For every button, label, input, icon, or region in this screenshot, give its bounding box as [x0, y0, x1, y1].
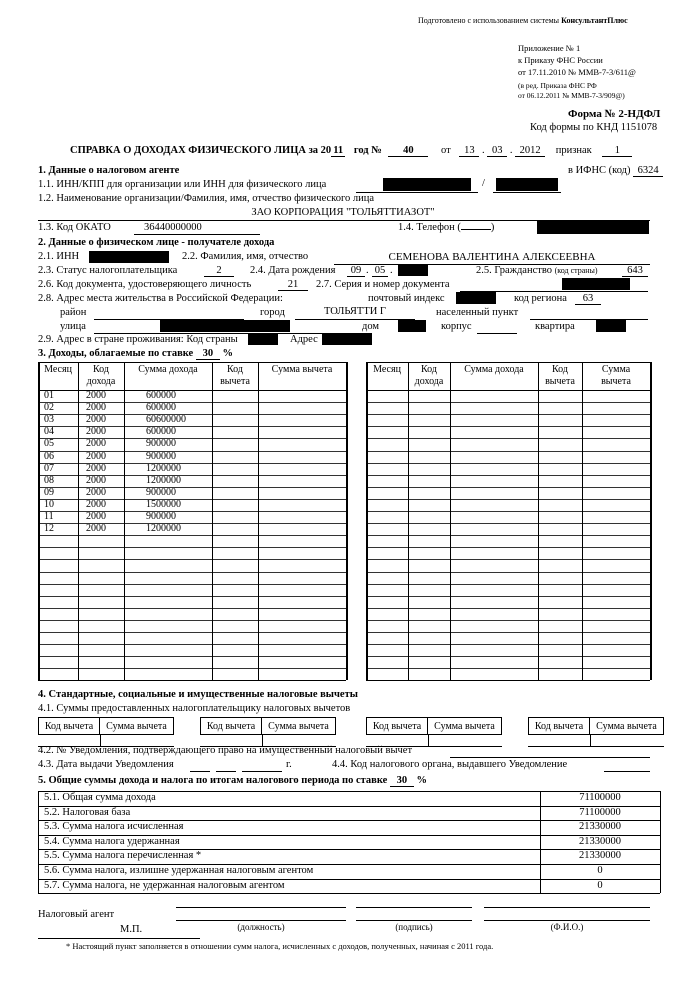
table-border — [38, 680, 346, 681]
table-border — [538, 362, 539, 680]
table-rule — [38, 584, 346, 585]
summary-label: 5.6. Сумма налога, излишне удержанная налоговым агентом — [44, 865, 314, 876]
table-cell: 1200000 — [146, 523, 181, 535]
position-caption: (должность) — [237, 922, 285, 932]
table-rule — [38, 608, 346, 609]
knd-code: Код формы по КНД 1151078 — [530, 122, 658, 133]
section5-heading: 5. Общие суммы дохода и налога по итогам налогового периода по ставке 30 % — [38, 775, 428, 786]
table-rule — [38, 511, 346, 512]
redacted-block — [248, 333, 278, 345]
table-cell: 01 — [44, 390, 54, 401]
table-border — [258, 362, 259, 680]
doc-title: СПРАВКА О ДОХОДАХ ФИЗИЧЕСКОГО ЛИЦА за 20 11 год № 40 от 13 . 03 . 2012 признак 1 — [70, 145, 632, 157]
table-cell: 900000 — [146, 450, 176, 462]
edition-note: (в ред. Приказа ФНС РФ от 06.12.2011 № ММВ-7-3/909@) — [518, 81, 625, 100]
table-rule — [38, 644, 346, 645]
column-header: Сумма дохода — [464, 364, 524, 375]
column-header: Код дохода — [86, 364, 116, 387]
doc-value: 21 — [278, 279, 308, 291]
city-label: город — [260, 307, 285, 318]
dob-label: 2.4. Дата рождения — [250, 265, 336, 276]
deductions-sub: 4.1. Суммы предоставленных налогоплательщику налоговых вычетов — [38, 703, 351, 714]
deduction-underline — [528, 746, 664, 747]
deduction-box — [528, 717, 664, 735]
table-border — [408, 362, 409, 680]
fio-caption: (Ф.И.О.) — [550, 922, 584, 932]
status-value: 2 — [204, 265, 234, 277]
table-cell: 11 — [44, 511, 54, 522]
agent-name: ЗАО КОРПОРАЦИЯ "ТОЛЬЯТТИАЗОТ" — [251, 207, 435, 218]
table-rule — [38, 438, 346, 439]
table-rule — [38, 499, 346, 500]
agent-label: Налоговый агент — [38, 909, 115, 920]
redacted-block — [596, 320, 626, 332]
notice-label: 4.2. № Уведомления, подтверждающего право на имущественный налоговый вычет — [38, 745, 413, 756]
table-border — [582, 362, 583, 680]
dot: . — [366, 265, 369, 276]
redacted-block — [89, 251, 169, 263]
table-cell: 600000 — [146, 426, 176, 438]
table-rule — [38, 547, 346, 548]
slash: / — [482, 178, 485, 189]
house-label: дом — [362, 321, 380, 332]
table-rule — [38, 596, 346, 597]
column-header: Месяц — [44, 364, 72, 375]
table-cell: 03 — [44, 414, 54, 426]
redacted-block — [398, 320, 426, 332]
summary-value: 0 — [597, 879, 603, 891]
deduction-code-label: Код вычета — [367, 718, 428, 734]
fio-label: 2.2. Фамилия, имя, отчество — [182, 251, 309, 262]
column-header: Код дохода — [414, 364, 444, 387]
table-border — [38, 362, 346, 363]
deduction-divider — [590, 735, 591, 746]
summary-value: 0 — [597, 865, 603, 876]
table-cell: 2000 — [86, 402, 106, 414]
summary-value: 71100000 — [579, 806, 621, 818]
table-rule — [38, 523, 346, 524]
summary-label: 5.1. Общая сумма дохода — [44, 792, 156, 803]
section2-heading: 2. Данные о физическом лице - получателе дохода — [38, 237, 275, 248]
table-cell: 12 — [44, 523, 54, 535]
zip-label: почтовый индекс — [368, 293, 445, 304]
summary-label: 5.4. Сумма налога удержанная — [44, 835, 180, 847]
table-cell: 600000 — [146, 390, 176, 401]
deduction-sum-label: Сумма вычета — [596, 720, 657, 732]
table-cell: 1200000 — [146, 462, 181, 474]
table-border — [78, 362, 79, 680]
table-cell: 2000 — [86, 426, 106, 438]
table-cell: 2000 — [86, 450, 106, 462]
agent-inn-label: 1.1. ИНН/КПП для организации или ИНН для физического лица — [38, 179, 327, 190]
table-border — [124, 362, 125, 680]
table-cell: 2000 — [86, 523, 106, 535]
okato-value: 36440000000 — [144, 222, 202, 233]
signature-caption: (подпись) — [395, 922, 433, 932]
section3-heading: 3. Доходы, облагаемые по ставке 30 % — [38, 348, 233, 359]
table-cell: 09 — [44, 486, 54, 498]
region-value: 63 — [575, 293, 601, 305]
summary-value: 71100000 — [579, 792, 621, 803]
table-border — [212, 362, 213, 680]
table-rule — [38, 668, 346, 669]
column-header: Код вычета — [545, 364, 575, 387]
table-cell: 900000 — [146, 511, 176, 522]
table-border — [660, 791, 661, 893]
okato-label: 1.3. Код ОКАТО — [38, 222, 111, 233]
table-cell: 900000 — [146, 438, 176, 450]
table-cell: 2000 — [86, 438, 106, 450]
table-border — [38, 390, 346, 391]
deduction-code-label: Код вычета — [529, 718, 590, 734]
redacted-block — [398, 264, 428, 276]
column-header: Код вычета — [220, 364, 250, 387]
district-label: район — [60, 307, 87, 318]
deduction-box — [366, 717, 502, 735]
notice-date-label: 4.3. Дата выдачи Уведомления — [38, 759, 174, 770]
redacted-block — [383, 178, 471, 191]
redacted-block — [322, 333, 372, 345]
deduction-box — [38, 717, 174, 735]
redacted-block — [160, 320, 290, 332]
table-cell: 2000 — [86, 498, 106, 510]
dot: . — [390, 265, 393, 276]
table-border — [366, 680, 650, 681]
table-border — [38, 362, 40, 680]
summary-value: 21330000 — [579, 835, 621, 847]
deduction-sum-label: Сумма вычета — [434, 720, 495, 732]
column-header: Месяц — [373, 364, 401, 375]
table-cell: 10 — [44, 498, 54, 510]
redacted-block — [496, 178, 558, 191]
prepared-note: Подготовлено с использованием системы КонсультантПлюс — [418, 16, 628, 25]
deduction-sum-label: Сумма вычета — [106, 720, 167, 732]
locality-label: населенный пункт — [436, 307, 519, 318]
address-label: 2.8. Адрес места жительства в Российской Федерации: — [38, 293, 283, 304]
table-cell: 60600000 — [146, 414, 186, 426]
form-name: Форма № 2-НДФЛ — [568, 108, 661, 120]
column-header: Сумма вычета — [271, 364, 333, 375]
person-inn-label: 2.1. ИНН — [38, 251, 80, 262]
ifns-field: в ИФНС (код) 6324 — [568, 165, 663, 177]
table-rule — [38, 402, 346, 403]
table-rule — [38, 414, 346, 415]
column-header: Сумма вычета — [601, 364, 631, 387]
table-cell: 2000 — [86, 462, 106, 474]
table-cell: 2000 — [86, 390, 106, 401]
table-rule — [38, 535, 346, 536]
redacted-block — [456, 292, 496, 304]
table-cell: 05 — [44, 438, 54, 450]
table-border — [450, 362, 451, 680]
summary-value: 21330000 — [579, 821, 621, 833]
abroad-addr-label: Адрес — [290, 334, 318, 345]
table-cell: 06 — [44, 450, 54, 462]
column-header: Сумма дохода — [138, 364, 198, 375]
table-cell: 07 — [44, 462, 54, 474]
notice-org-label: 4.4. Код налогового органа, выдавшего Уведомление — [332, 759, 568, 770]
table-cell: 600000 — [146, 402, 176, 414]
summary-label: 5.5. Сумма налога перечисленная * — [44, 850, 202, 862]
table-border — [346, 362, 348, 680]
table-border — [650, 362, 652, 680]
table-rule — [38, 572, 346, 573]
city-value: ТОЛЬЯТТИ Г — [323, 306, 387, 317]
dob-day: 09 — [347, 265, 365, 277]
table-cell: 02 — [44, 402, 54, 414]
table-cell: 2000 — [86, 474, 106, 486]
deduction-code-label: Код вычета — [39, 718, 100, 734]
table-rule — [38, 451, 346, 452]
redacted-block — [562, 278, 630, 290]
deduction-code-label: Код вычета — [201, 718, 262, 734]
table-cell: 2000 — [86, 486, 106, 498]
table-rule — [38, 463, 346, 464]
table-rule — [38, 487, 346, 488]
table-border — [366, 362, 368, 680]
table-rule — [38, 426, 346, 427]
deduction-box — [200, 717, 336, 735]
table-cell: 1500000 — [146, 498, 181, 510]
mp-label: М.П. — [120, 924, 143, 935]
flat-label: квартира — [535, 321, 575, 332]
citizen-label: 2.5. Гражданство (код страны) — [476, 265, 598, 276]
table-rule — [38, 620, 346, 621]
table-cell: 2000 — [86, 414, 106, 426]
table-cell: 04 — [44, 426, 54, 438]
redacted-block — [537, 221, 649, 234]
table-rule — [38, 559, 346, 560]
dob-month: 05 — [372, 265, 388, 277]
section1-heading: 1. Данные о налоговом агенте — [38, 165, 180, 176]
table-rule — [38, 632, 346, 633]
table-cell: 2000 — [86, 511, 106, 522]
deduction-divider — [428, 735, 429, 746]
doc-label: 2.6. Код документа, удостоверяющего личность — [38, 279, 252, 290]
status-label: 2.3. Статус налогоплательщика — [38, 265, 178, 276]
table-cell: 900000 — [146, 486, 176, 498]
year-suffix: г. — [286, 759, 292, 770]
table-cell: 1200000 — [146, 474, 181, 486]
region-label: код региона — [514, 293, 567, 304]
table-rule — [38, 656, 346, 657]
citizen-value: 643 — [622, 265, 648, 277]
appendix-note: Приложение № 1 к Приказу ФНС России от 17.11.2010 № ММВ-7-3/611@ — [518, 43, 636, 77]
table-rule — [38, 475, 346, 476]
agent-name-label: 1.2. Наименование организации/Фамилия, имя, отчество физического лица — [38, 193, 375, 204]
series-label: 2.7. Серия и номер документа — [316, 279, 450, 290]
fio-value: СЕМЕНОВА ВАЛЕНТИНА АЛЕКСЕЕВНА — [388, 251, 596, 263]
footnote: * Настоящий пункт заполняется в отношении сумм налога, исчисленных с доходов, полученных, начиная с 2011 года. — [66, 941, 494, 951]
phone-label: 1.4. Телефон ( ) — [398, 222, 495, 233]
summary-label: 5.3. Сумма налога исчисленная — [44, 821, 184, 833]
abroad-label: 2.9. Адрес в стране проживания: Код страны — [38, 334, 238, 345]
corp-label: корпус — [441, 321, 472, 332]
summary-label: 5.2. Налоговая база — [44, 806, 131, 818]
section4-heading: 4. Стандартные, социальные и имущественные налоговые вычеты — [38, 689, 358, 700]
street-label: улица — [60, 321, 86, 332]
summary-value: 21330000 — [579, 850, 621, 862]
table-cell: 08 — [44, 474, 54, 486]
summary-label: 5.7. Сумма налога, не удержанная налоговым агентом — [44, 879, 285, 891]
deduction-sum-label: Сумма вычета — [268, 720, 329, 732]
table-rule — [38, 893, 660, 894]
